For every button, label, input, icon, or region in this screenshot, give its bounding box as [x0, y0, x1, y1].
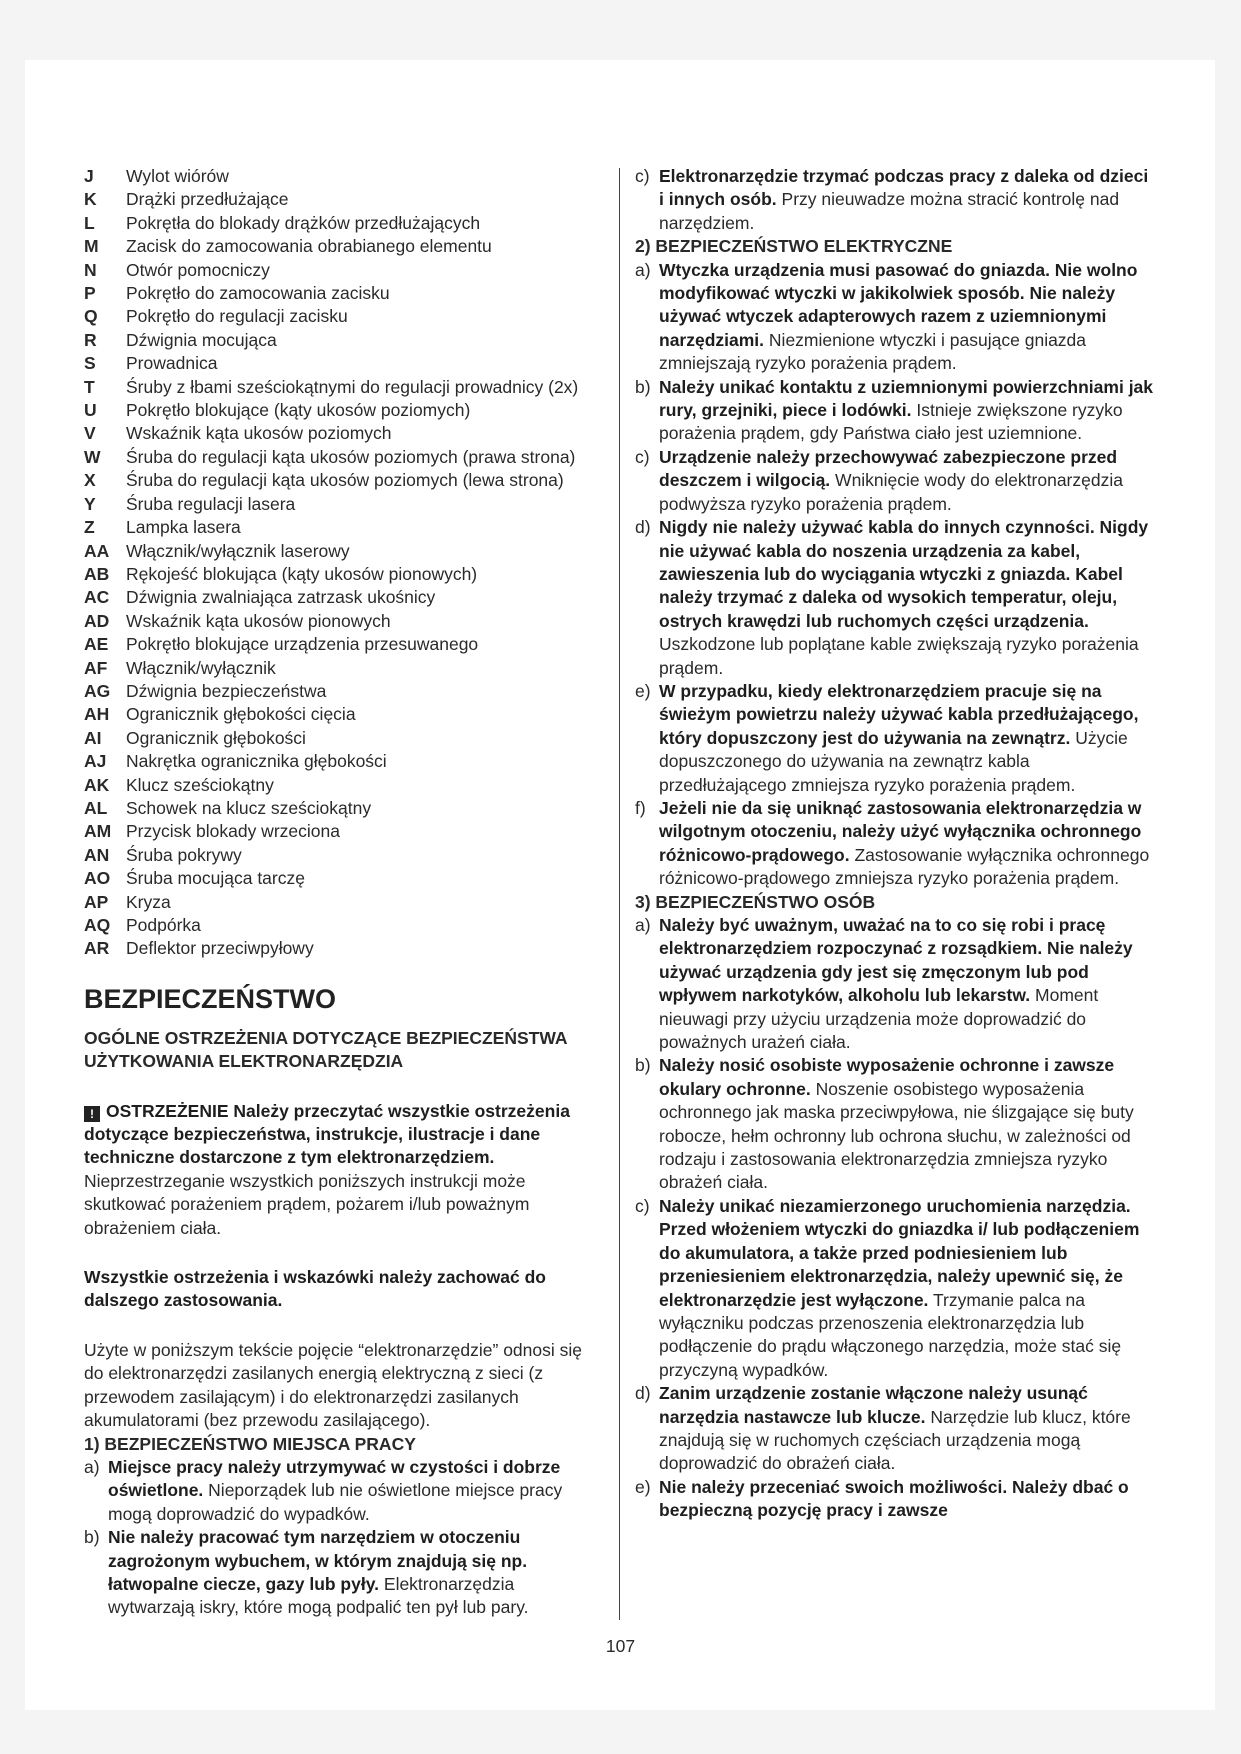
- legend-text: Kryza: [126, 891, 171, 912]
- section-2a-text: Niezmienione wtyczki i pasujące gniazda zmniejszają ryzyko porażenia prądem.: [659, 329, 1087, 374]
- section-1a: a) Miejsce pracy należy utrzymywać w czystości i dobrze oświetlone. Nieporządek lub nie oświetlone miejsce pracy mogą doprowadzić do wypadków.: [84, 1456, 563, 1524]
- legend-item: [84, 774, 604, 797]
- section-2-title: 2) BEZPIECZEŃSTWO ELEKTRYCZNE: [635, 236, 953, 257]
- legend-text: Wylot wiórów: [126, 166, 229, 186]
- legend-text: Włącznik/wyłącznik laserowy: [126, 540, 350, 561]
- section-1a-text: Nieporządek lub nie oświetlone miejsce pracy mogą doprowadzić do wypadków.: [108, 1480, 563, 1524]
- section-2a: a) Wtyczka urządzenia musi pasować do gniazda. Nie wolno modyfikować wtyczki w jakikolwiek sposób. Nie należy używać wtyczek adapterowych razem z uziemnionymi narzędziami. Niezmienione wtyczki i pasujące gniazda zmniejszają ryzyko porażenia prądem.: [635, 259, 1138, 374]
- section-3a-text: Moment nieuwagi przy użyciu urządzenia może doprowadzić do poważnych urażeń ciała.: [659, 985, 1099, 1053]
- legend-item: [84, 376, 604, 399]
- legend-item: [84, 422, 604, 445]
- section-1c-bold: Elektronarzędzie trzymać podczas pracy z daleka od dzieci i innych osób.: [659, 166, 1149, 210]
- section-3e: e) Nie należy przeceniać swoich możliwości. Należy dbać o bezpieczną pozycję pracy i zawsze: [635, 1476, 1129, 1521]
- section-1b-bold: Nie należy pracować tym narzędziem w otoczeniu zagrożonym wybuchem, w którym znajdują się np. łatwopalne ciecze, gazy lub pyły.: [108, 1527, 528, 1594]
- section-1c-text: Przy nieuwadze można stracić kontrolę nad narzędziem.: [659, 189, 1120, 233]
- legend-item: [84, 540, 604, 563]
- legend-code: AO: [84, 868, 111, 889]
- legend-text: Śruba regulacji lasera: [126, 493, 296, 514]
- legend-code: Z: [84, 517, 95, 538]
- legend-code: AE: [84, 634, 109, 655]
- legend-code: M: [84, 236, 99, 257]
- legend-text: Drążki przedłużające: [126, 189, 289, 210]
- legend-item: [84, 212, 604, 235]
- legend-code: AQ: [84, 915, 111, 935]
- section-2c-text: Wniknięcie wody do elektronarzędzia podwyższa ryzyko porażenia prądem.: [659, 470, 1123, 514]
- legend-text: Prowadnica: [126, 353, 218, 374]
- legend-text: Śruba do regulacji kąta ukosów poziomych (prawa strona): [126, 446, 576, 467]
- section-1b-text: Elektronarzędzia wytwarzają iskry, które mogą podpalić ten pył lub pary.: [108, 1573, 529, 1618]
- section-1b: b) Nie należy pracować tym narzędziem w otoczeniu zagrożonym wybuchem, w którym znajdują się np. łatwopalne ciecze, gazy lub pyły. Elektronarzędzia wytwarzają iskry, które mogą podpalić ten pył lub pary.: [84, 1527, 529, 1618]
- legend-item: [84, 352, 604, 375]
- legend-item: [84, 516, 604, 539]
- legend-text: Deflektor przeciwpyłowy: [126, 938, 314, 959]
- section-3a: a) Należy być uważnym, uważać na to co się robi i pracę elektronarzędziem rozpoczynać z rozsądkiem. Nie należy używać urządzenia gdy jest się zmęczonym lub pod wpływem narkotyków, alkoholu lub lekarstw. Moment nieuwagi przy użyciu urządzenia może doprowadzić do poważnych urażeń ciała.: [635, 915, 1133, 1053]
- section-2b: b) Należy unikać kontaktu z uziemnionymi powierzchniami jak rury, grzejniki, piece i lodówki. Istnieje zwiększone ryzyko porażenia prądem, gdy Państwa ciało jest uziemnione.: [635, 376, 1154, 444]
- legend-item: [84, 493, 604, 516]
- section-2f-bold: Jeżeli nie da się uniknąć zastosowania elektronarzędzia w wilgotnym otoczeniu, należy użyć wyłącznika ochronnego różnicowo-prądowego.: [659, 797, 1142, 865]
- legend-code: AF: [84, 657, 108, 678]
- legend-text: Otwór pomocniczy: [126, 259, 270, 280]
- legend-text: Śruby z łbami sześciokątnymi do regulacji prowadnicy (2x): [126, 376, 579, 397]
- legend-item: [84, 446, 604, 469]
- legend-code: R: [84, 329, 97, 350]
- legend-text: Pokrętło do regulacji zacisku: [126, 306, 348, 327]
- legend-text: Śruba pokrywy: [126, 844, 242, 865]
- legend-code: T: [84, 376, 95, 397]
- warning-bold: OSTRZEŻENIE Należy przeczytać wszystkie ostrzeżenia dotyczące bezpieczeństwa, instrukcje, ilustracje i dane techniczne dostarczone z tym elektronarzędziem.: [84, 1100, 570, 1168]
- legend-text: Ogranicznik głębokości: [126, 727, 306, 748]
- legend-item: [84, 633, 604, 656]
- section-2f: f) Jeżeli nie da się uniknąć zastosowania elektronarzędzia w wilgotnym otoczeniu, należy użyć wyłącznika ochronnego różnicowo-prądowego. Zastosowanie wyłącznika ochronnego różnicowo-prądowego zmniejsza ryzyko porażenia prądem.: [635, 797, 1150, 889]
- section-3b-text: Noszenie osobistego wyposażenia ochronnego jak maska przeciwpyłowa, nie ślizgające się buty robocze, hełm ochronny lub ochrona słuchu, w zależności od rodzaju i zastosowania elektronarzędzia zmniejsza ryzyko obrażeń ciała.: [659, 1078, 1134, 1193]
- legend-item: [84, 914, 604, 937]
- section-2e-text: Użycie dopuszczonego do używania na zewnątrz kabla przedłużającego zmniejsza ryzyko porażenia prądem.: [659, 727, 1128, 795]
- legend-item: [84, 259, 604, 282]
- legend-code: AD: [84, 610, 110, 631]
- legend-code: U: [84, 400, 97, 421]
- safety-subheading: OGÓLNE OSTRZEŻENIA DOTYCZĄCE BEZPIECZEŃSTWA UŻYTKOWANIA ELEKTRONARZĘDZIA: [84, 1027, 567, 1072]
- legend-item: [84, 797, 604, 820]
- section-2b-text: Istnieje zwiększone ryzyko porażenia prądem, gdy Państwa ciało jest uziemnione.: [659, 400, 1123, 444]
- legend-text: Rękojeść blokująca (kąty ukosów pionowych): [126, 563, 478, 584]
- legend-code: AG: [84, 680, 111, 701]
- section-3d: d) Zanim urządzenie zostanie włączone należy usunąć narzędzia nastawcze lub klucze. Narzędzie lub klucz, które znajdują się w ruchomych częściach urządzenia mogą doprowadzić do obrażeń ciała.: [635, 1383, 1131, 1474]
- legend-item: [84, 305, 604, 328]
- keep-note: Wszystkie ostrzeżenia i wskazówki należy zachować do dalszego zastosowania.: [84, 1267, 546, 1311]
- legend-code: N: [84, 259, 97, 280]
- warning-paragraph: [84, 1100, 604, 1240]
- section-3d-text: Narzędzie lub klucz, które znajdują się w ruchomych częściach urządzenia mogą doprowadzić do obrażeń ciała.: [659, 1406, 1131, 1474]
- legend-text: Dźwignia zwalniająca zatrzask ukośnicy: [126, 587, 436, 608]
- section-3a-bold: Należy być uważnym, uważać na to co się robi i pracę elektronarzędziem rozpoczynać z rozsądkiem. Nie należy używać urządzenia gdy jest się zmęczonym lub pod wpływem narkotyków, alkoholu lub lekarstw.: [659, 915, 1133, 1006]
- legend-text: Schowek na klucz sześciokątny: [126, 797, 372, 818]
- left-column: [84, 165, 604, 1620]
- legend-text: Klucz sześciokątny: [126, 774, 274, 795]
- legend-code: AM: [84, 821, 112, 842]
- legend-item: [84, 586, 604, 609]
- legend-code: AP: [84, 891, 109, 912]
- section-2d-text: Uszkodzone lub poplątane kable zwiększają ryzyko porażenia prądem.: [659, 634, 1139, 678]
- legend-item: [84, 610, 604, 633]
- legend-code: AJ: [84, 751, 107, 772]
- legend-text: Lampka lasera: [126, 517, 241, 538]
- legend-item: [84, 844, 604, 867]
- legend-code: J: [84, 166, 94, 186]
- legend-item: [84, 867, 604, 890]
- legend-code: AN: [84, 844, 110, 865]
- legend-text: Przycisk blokady wrzeciona: [126, 821, 340, 842]
- legend-code: AL: [84, 797, 108, 818]
- legend-code: AR: [84, 938, 110, 959]
- legend-code: L: [84, 212, 95, 233]
- legend-text: Pokrętło blokujące (kąty ukosów poziomych): [126, 400, 471, 421]
- legend-code: AI: [84, 727, 102, 748]
- legend-item: [84, 820, 604, 843]
- legend-code: AH: [84, 704, 110, 725]
- legend-text: Podpórka: [126, 915, 201, 935]
- legend-code: K: [84, 189, 97, 210]
- legend-text: Wskaźnik kąta ukosów poziomych: [126, 423, 392, 444]
- section-2e: e) W przypadku, kiedy elektronarzędziem pracuje się na świeżym powietrzu należy używać kabla przedłużającego, który dopuszczony jest do używania na zewnątrz. Użycie dopuszczonego do używania na zewnątrz kabla przedłużającego zmniejsza ryzyko porażenia prądem.: [635, 680, 1139, 795]
- legend-item: [84, 937, 604, 960]
- legend-item: [84, 703, 604, 726]
- legend-code: V: [84, 423, 96, 444]
- section-3c-bold: Należy unikać niezamierzonego uruchomienia narzędzia. Przed włożeniem wtyczki do gniazdka i/ lub podłączeniem do akumulatora, a także przed podniesieniem lub przeniesieniem elektronarzędzia, należy upewnić się, że elektronarzędzie jest wyłączone.: [659, 1195, 1140, 1310]
- legend-code: X: [84, 470, 96, 491]
- section-1-title: 1) BEZPIECZEŃSTWO MIEJSCA PRACY: [84, 1433, 416, 1454]
- section-3-title: 3) BEZPIECZEŃSTWO OSÓB: [635, 891, 876, 912]
- legend-code: Q: [84, 306, 98, 327]
- legend-code: S: [84, 353, 96, 374]
- section-1c: c) Elektronarzędzie trzymać podczas pracy z daleka od dzieci i innych osób. Przy nieuwadze można stracić kontrolę nad narzędziem.: [635, 166, 1149, 233]
- section-3d-bold: Zanim urządzenie zostanie włączone należy usunąć narzędzia nastawcze lub klucze.: [659, 1383, 1088, 1427]
- legend-text: Dźwignia mocująca: [126, 329, 277, 350]
- legend-code: W: [84, 446, 101, 467]
- legend-text: Pokrętło do zamocowania zacisku: [126, 283, 390, 304]
- section-2a-bold: Wtyczka urządzenia musi pasować do gniazda. Nie wolno modyfikować wtyczki w jakikolwiek sposób. Nie należy używać wtyczek adapterowych razem z uziemnionymi narzędziami.: [659, 259, 1138, 350]
- legend-item: [84, 891, 604, 914]
- column-divider: [619, 168, 620, 1620]
- warning-text: Nieprzestrzeganie wszystkich poniższych instrukcji może skutkować porażeniem prądem, pożarem i/lub poważnym obrażeniem ciała.: [84, 1170, 530, 1238]
- section-2e-bold: W przypadku, kiedy elektronarzędziem pracuje się na świeżym powietrzu należy używać kabla przedłużającego, który dopuszczony jest do używania na zewnątrz.: [659, 680, 1139, 748]
- section-3c: c) Należy unikać niezamierzonego uruchomienia narzędzia. Przed włożeniem wtyczki do gniazdka i/ lub podłączeniem do akumulatora, a także przed podniesieniem lub przeniesieniem elektronarzędzia, należy upewnić się, że elektronarzędzie jest wyłączone. Trzymanie palca na wyłączniku podczas przenoszenia elektronarzędzia lub podłączenie do prądu włączonego narzędzia, może stać się przyczyną wypadków.: [635, 1195, 1140, 1380]
- legend-text: Wskaźnik kąta ukosów pionowych: [126, 610, 391, 631]
- legend-code: Y: [84, 493, 96, 514]
- legend-item: [84, 165, 604, 188]
- legend-item: [84, 563, 604, 586]
- legend-text: Dźwignia bezpieczeństwa: [126, 680, 327, 701]
- legend-code: AK: [84, 774, 110, 795]
- safety-heading: BEZPIECZEŃSTWO: [84, 983, 337, 1014]
- right-column: [635, 165, 1155, 1523]
- section-3b: b) Należy nosić osobiste wyposażenie ochronne i zawsze okulary ochronne. Noszenie osobistego wyposażenia ochronnego jak maska przeciwpyłowa, nie ślizgające się buty robocze, hełm ochronny lub ochrona słuchu, w zależności od rodzaju i zastosowania elektronarzędzia zmniejsza ryzyko obrażeń ciała.: [635, 1055, 1134, 1193]
- section-2d-bold: Nigdy nie należy używać kabla do innych czynności. Nigdy nie używać kabla do noszenia urządzenia za kabel, zawieszenia lub do wyciągania wtyczki z gniazda. Kabel należy trzymać z daleka od wysokich temperatur, oleju, ostrych krawędzi lub ruchomych części urządzenia.: [659, 517, 1149, 631]
- legend-item: [84, 657, 604, 680]
- section-2c: c) Urządzenie należy przechowywać zabezpieczone przed deszczem i wilgocią. Wniknięcie wody do elektronarzędzia podwyższa ryzyko porażenia prądem.: [635, 446, 1123, 514]
- section-3c-text: Trzymanie palca na wyłączniku podczas przenoszenia elektronarzędzia lub podłączenie do prądu włączonego narzędzia, może stać się przyczyną wypadków.: [659, 1289, 1122, 1380]
- legend-code: AB: [84, 563, 110, 584]
- section-2c-bold: Urządzenie należy przechowywać zabezpieczone przed deszczem i wilgocią.: [659, 446, 1118, 491]
- legend-code: P: [84, 283, 96, 304]
- legend-item: [84, 680, 604, 703]
- legend-item: [84, 469, 604, 492]
- legend-text: Włącznik/wyłącznik: [126, 657, 276, 678]
- legend-item: [84, 399, 604, 422]
- legend-text: Pokrętło blokujące urządzenia przesuwanego: [126, 634, 479, 655]
- section-3e-bold: Nie należy przeceniać swoich możliwości. Należy dbać o bezpieczną pozycję pracy i zawsze: [659, 1476, 1129, 1521]
- legend-item: [84, 282, 604, 305]
- legend-code: AC: [84, 587, 110, 608]
- legend-text: Ogranicznik głębokości cięcia: [126, 704, 356, 725]
- section-1a-bold: Miejsce pracy należy utrzymywać w czystości i dobrze oświetlone.: [108, 1456, 561, 1501]
- legend-text: Zacisk do zamocowania obrabianego elementu: [126, 236, 492, 257]
- legend-text: Nakrętka ogranicznika głębokości: [126, 751, 387, 772]
- legend-text: Śruba mocująca tarczę: [126, 868, 305, 889]
- legend-item: [84, 750, 604, 773]
- legend-item: [84, 727, 604, 750]
- legend-text: Pokrętła do blokady drążków przedłużających: [126, 212, 481, 233]
- legend-item: [84, 235, 604, 258]
- legend-item: [84, 329, 604, 352]
- page-number: 107: [605, 1636, 636, 1656]
- legend-text: Śruba do regulacji kąta ukosów poziomych (lewa strona): [126, 470, 564, 491]
- legend-code: AA: [84, 540, 110, 561]
- section-2f-text: Zastosowanie wyłącznika ochronnego różnicowo-prądowego zmniejsza ryzyko porażenia prądem.: [659, 844, 1150, 889]
- legend-list: [84, 165, 604, 961]
- warning-icon: !: [84, 1106, 100, 1122]
- definition-text: Użyte w poniższym tekście pojęcie “elektronarzędzie” odnosi się do elektronarzędzi zasilanych energią elektryczną z sieci (z przewodem zasilającym) i do elektronarzędzi zasilanych akumulatorami (bez przewodu zasilającego).: [84, 1339, 582, 1431]
- legend-item: [84, 188, 604, 211]
- section-2b-bold: Należy unikać kontaktu z uziemnionymi powierzchniami jak rury, grzejniki, piece i lodówki.: [659, 376, 1154, 421]
- section-3b-bold: Należy nosić osobiste wyposażenie ochronne i zawsze okulary ochronne.: [659, 1055, 1115, 1099]
- section-2d: d) Nigdy nie należy używać kabla do innych czynności. Nigdy nie używać kabla do noszenia urządzenia za kabel, zawieszenia lub do wyciągania wtyczki z gniazda. Kabel należy trzymać z daleka od wysokich temperatur, oleju, ostrych krawędzi lub ruchomych części urządzenia. Uszkodzone lub poplątane kable zwiększają ryzyko porażenia prądem.: [635, 517, 1149, 678]
